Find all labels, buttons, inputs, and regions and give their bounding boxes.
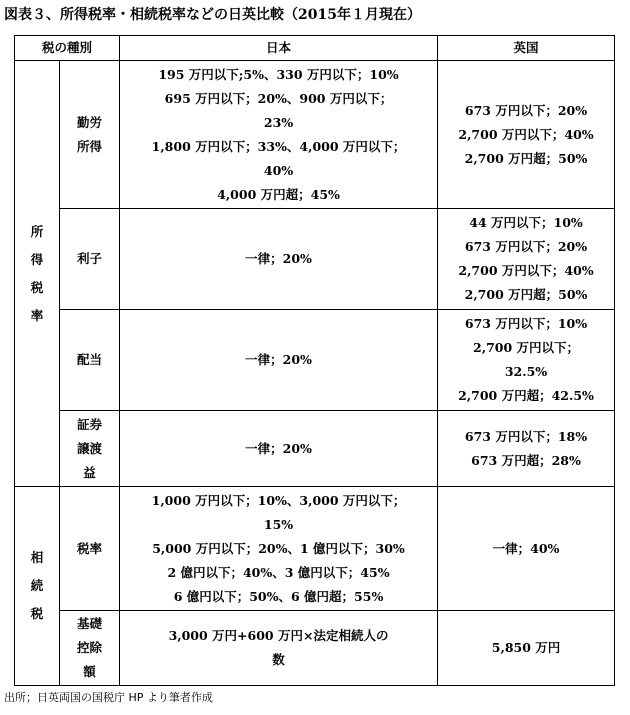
figure-title: 図表３、所得税率・相続税率などの日英比較（2015年１月現在）	[4, 7, 421, 23]
cell-line: 一律；40%	[492, 540, 560, 556]
table-row	[15, 209, 615, 310]
cell-line: 3,000 万円+600 万円×法定相続人の	[168, 628, 389, 643]
japan-interest	[120, 209, 438, 310]
label-line: 譲渡	[77, 440, 103, 456]
comparison-table	[14, 35, 615, 686]
cell-line: 673 万円以下；18%	[464, 428, 588, 444]
header-japan: 日本	[120, 36, 438, 61]
cell-line: 195 万円以下;5%、330 万円以下；10%	[158, 66, 399, 82]
cell-line: 2,700 万円以下；40%	[458, 263, 594, 278]
label-line: 配当	[77, 352, 103, 367]
table-row	[15, 411, 615, 487]
cell-line: 数	[272, 652, 285, 667]
cell-line: 一律；20%	[245, 440, 312, 456]
japan-capital-gains	[120, 411, 438, 487]
label-line: 益	[83, 464, 96, 480]
label-line: 額	[83, 664, 96, 679]
uk-capital-gains	[438, 411, 615, 487]
cell-line: 2,700 万円以下；40%	[458, 126, 594, 142]
category-char: 所	[30, 223, 44, 239]
uk-earned-income	[438, 61, 615, 209]
label-line: 所得	[77, 138, 103, 154]
table-row	[15, 611, 615, 686]
cell-line: 695 万円以下；20%、900 万円以下；	[164, 90, 393, 106]
cell-line: 673 万円以下；20%	[464, 102, 588, 118]
category-char: 相	[30, 550, 44, 565]
cell-line: 1,800 万円以下；33%、4,000 万円以下；	[151, 138, 406, 154]
label-line: 税率	[77, 540, 103, 556]
category-char: 続	[30, 578, 44, 593]
japan-dividends	[120, 310, 438, 411]
label-line: 証券	[77, 416, 103, 432]
cell-line: 一律；20%	[245, 352, 312, 367]
cell-line: 40%	[263, 162, 294, 178]
cell-line: 2,700 万円以下；	[473, 340, 580, 355]
row-label-basic-deduction	[60, 611, 120, 686]
table-row	[15, 487, 615, 611]
uk-dividends	[438, 310, 615, 411]
cell-line: 4,000 万円超；45%	[217, 186, 340, 202]
japan-earned-income	[120, 61, 438, 209]
header-category: 税の種別	[15, 36, 120, 61]
label-line: 利子	[77, 251, 103, 266]
cell-line: 2 億円以下；40%、3 億円以下；45%	[167, 564, 390, 580]
cell-line: 32.5%	[504, 364, 548, 379]
cell-line: 15%	[263, 516, 294, 532]
category-char: 得	[30, 251, 44, 267]
cell-line: 2,700 万円超；50%	[464, 150, 588, 166]
row-label-earned-income	[60, 61, 120, 209]
cell-line: 一律；20%	[245, 251, 312, 266]
row-label-tax-rate	[60, 487, 120, 611]
japan-basic-deduction	[120, 611, 438, 686]
label-line: 控除	[77, 640, 103, 655]
label-line: 基礎	[77, 616, 103, 631]
cell-line: 673 万円以下；10%	[464, 316, 588, 331]
cell-line: 1,000 万円以下；10%、3,000 万円以下；	[151, 492, 406, 508]
source-note: 出所；日英両国の国税庁 HP より筆者作成	[4, 691, 213, 704]
table-row	[15, 310, 615, 411]
japan-inheritance-rate	[120, 487, 438, 611]
cell-line: 5,000 万円以下；20%、1 億円以下；30%	[152, 540, 405, 556]
income-tax-category	[15, 61, 60, 487]
cell-line: 23%	[263, 114, 294, 130]
row-label-capital-gains	[60, 411, 120, 487]
category-char: 税	[30, 606, 44, 621]
cell-line: 44 万円以下；10%	[469, 215, 583, 230]
uk-inheritance-rate	[438, 487, 615, 611]
cell-line: 2,700 万円超；42.5%	[458, 388, 594, 403]
label-line: 勤労	[77, 114, 103, 130]
inheritance-tax-category	[15, 487, 60, 686]
row-label-interest	[60, 209, 120, 310]
cell-line: 2,700 万円超；50%	[464, 287, 588, 302]
uk-interest	[438, 209, 615, 310]
category-char: 率	[30, 307, 44, 323]
cell-line: 673 万円超；28%	[471, 452, 581, 468]
cell-line: 673 万円以下；20%	[464, 239, 588, 254]
cell-line: 6 億円以下；50%、6 億円超；55%	[173, 588, 384, 604]
header-uk: 英国	[438, 36, 615, 61]
uk-basic-deduction	[438, 611, 615, 686]
table-row	[15, 61, 615, 209]
category-char: 税	[30, 279, 44, 295]
row-label-dividends	[60, 310, 120, 411]
header-row	[15, 36, 615, 61]
cell-line: 5,850 万円	[491, 640, 561, 655]
